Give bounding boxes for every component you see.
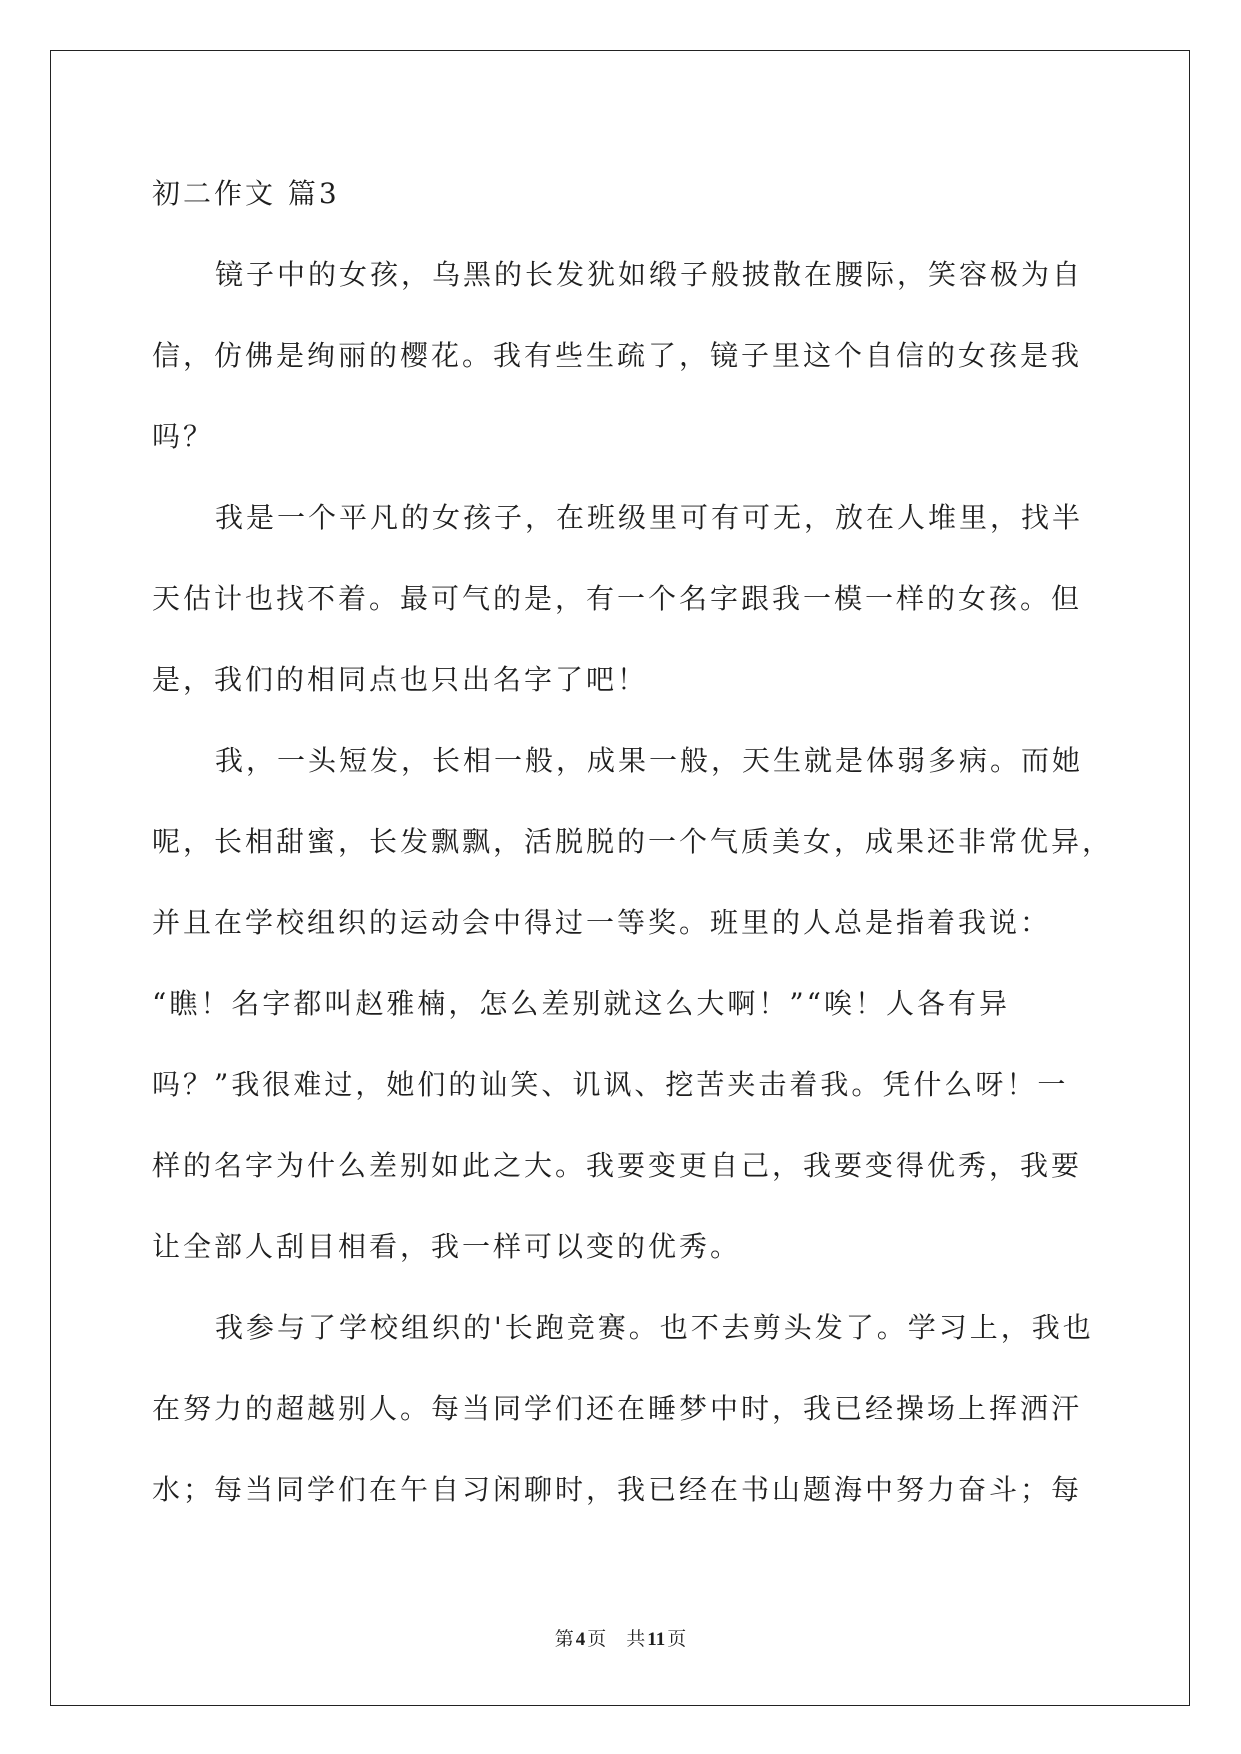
- paragraph-line: 信，仿佛是绚丽的樱花。我有些生疏了，镜子里这个自信的女孩是我: [152, 339, 1083, 372]
- document-body: [152, 153, 1162, 1530]
- paragraph-line: 天估计也找不着。最可气的是，有一个名字跟我一模一样的女孩。但: [152, 582, 1083, 615]
- paragraph-line: 呢，长相甜蜜，长发飘飘，活脱脱的一个气质美女，成果还非常优异，: [152, 825, 1114, 858]
- paragraph-line: 我是一个平凡的女孩子，在班级里可有可无，放在人堆里，找半: [215, 501, 1084, 534]
- paragraph-line: 样的名字为什么差别如此之大。我要变更自己，我要变得优秀，我要: [152, 1149, 1083, 1182]
- total-pages-suffix: 页: [667, 1629, 687, 1650]
- total-pages-prefix: 共: [626, 1629, 646, 1650]
- paragraph-line: 让全部人刮目相看，我一样可以变的优秀。: [152, 1230, 742, 1263]
- paragraph-line: 我，一头短发，长相一般，成果一般，天生就是体弱多病。而她: [215, 744, 1084, 777]
- paragraph-line: 镜子中的女孩，乌黑的长发犹如缎子般披散在腰际，笑容极为自: [215, 258, 1084, 291]
- paragraph-line: 是，我们的相同点也只出名字了吧！: [152, 663, 649, 696]
- paragraph-line: 我参与了学校组织的'长跑竞赛。也不去剪头发了。学习上，我也: [215, 1311, 1094, 1344]
- paragraph-line: 水；每当同学们在午自习闲聊时，我已经在书山题海中努力奋斗；每: [152, 1473, 1083, 1506]
- paragraph: [152, 477, 1162, 720]
- paragraph-line: 吗？”我很难过，她们的讪笑、讥讽、挖苦夹击着我。凭什么呀！一: [152, 1068, 1069, 1101]
- paragraph: [152, 234, 1162, 477]
- paragraph-line: 在努力的超越别人。每当同学们还在睡梦中时，我已经操场上挥洒汗: [152, 1392, 1083, 1425]
- paragraph-line: “瞧！名字都叫赵雅楠，怎么差别就这么大啊！”“唉！人各有异: [152, 987, 1010, 1020]
- document-title: 初二作文 篇3: [152, 177, 340, 210]
- paragraph-line: 并且在学校组织的运动会中得过一等奖。班里的人总是指着我说：: [152, 906, 1052, 939]
- total-pages: 11: [647, 1629, 666, 1650]
- page-number: 4: [575, 1629, 586, 1650]
- paragraph: [152, 1287, 1162, 1530]
- page-number-prefix: 第: [554, 1629, 574, 1650]
- paragraph-line: 吗？: [152, 420, 215, 453]
- page-footer: [0, 1628, 1241, 1652]
- page-number-suffix: 页: [587, 1629, 607, 1650]
- paragraph: [152, 720, 1162, 1287]
